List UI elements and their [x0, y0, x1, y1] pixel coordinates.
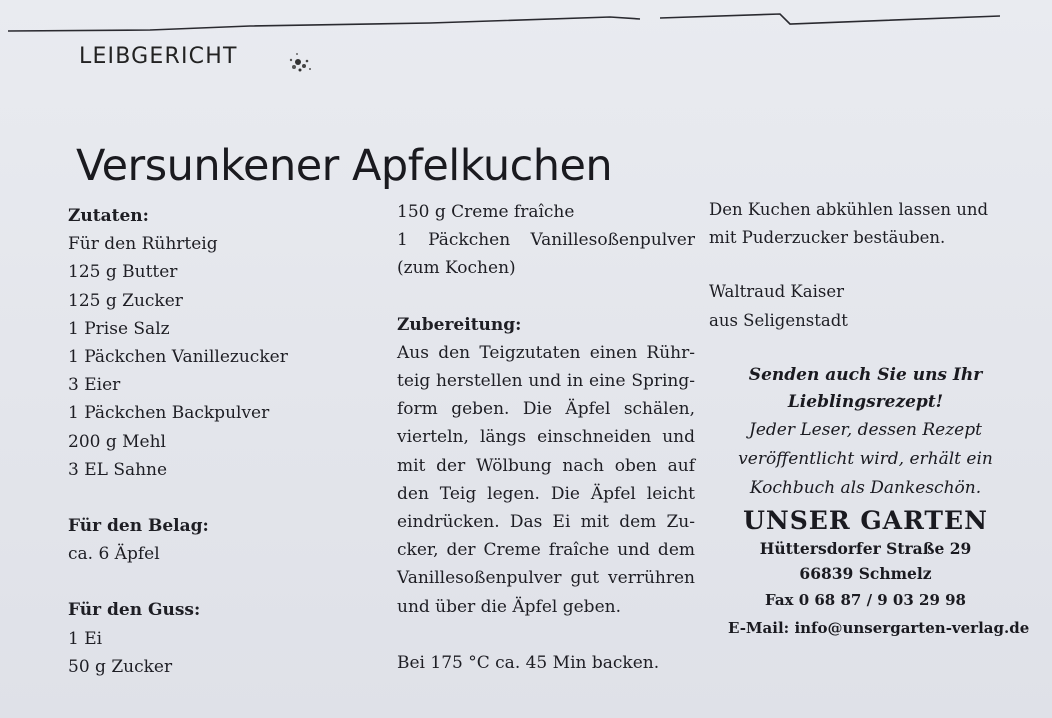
ingredient-item: 200 g Mehl	[68, 431, 166, 452]
section-kicker: LEIBGERICHT	[79, 44, 238, 69]
finish-line: Den Kuchen abkühlen lassen und	[709, 200, 989, 219]
ingredients-heading: Zutaten:	[68, 206, 149, 226]
preparation-heading: Zubereitung:	[397, 314, 522, 335]
dough-heading: Für den Rührteig	[68, 234, 218, 255]
ingredient-item: 1 Prise Salz	[68, 318, 170, 339]
ingredient-item: 50 g Zucker	[68, 656, 173, 677]
publisher-street: Hüttersdorfer Straße 29	[759, 539, 972, 558]
preparation-line: mit der Wölbung nach oben auf	[397, 455, 695, 476]
publisher-promo	[728, 362, 1030, 642]
cut-edge-line	[0, 0, 1052, 40]
author-place: aus Seligenstadt	[709, 310, 848, 330]
glaze-heading: Für den Guss:	[68, 600, 201, 621]
recipe-title: Versunkener Apfelkuchen	[76, 140, 613, 191]
preparation-line: Vanillesoßenpulver gut verrühren	[397, 568, 695, 589]
email-label: E-Mail:	[728, 619, 790, 637]
topping-heading: Für den Belag:	[68, 516, 209, 537]
preparation-line: teig herstellen und in eine Spring-	[397, 371, 695, 392]
publisher-email-row	[728, 614, 1030, 642]
promo-text: Kochbuch als Dankeschön.	[749, 478, 982, 498]
ingredient-item: 1 Päckchen Backpulver	[68, 403, 270, 424]
ingredient-item: 150 g Creme fraîche	[397, 202, 575, 222]
publisher-fax: Fax 0 68 87 / 9 03 29 98	[765, 591, 966, 609]
preparation-line: eindrücken. Das Ei mit dem Zu-	[397, 512, 695, 533]
publisher-city: 66839 Schmelz	[799, 564, 932, 583]
promo-call-to-action: Senden auch Sie uns Ihr	[748, 365, 983, 385]
preparation-line: vierteln, längs einschneiden und	[397, 427, 695, 448]
ingredient-item: 1 Päckchen Vanillesoßenpulver	[397, 230, 695, 251]
preparation-line: form geben. Die Äpfel schälen,	[397, 399, 695, 420]
ingredient-item: 1 Päckchen Vanillezucker	[68, 347, 288, 368]
ingredient-item: ca. 6 Äpfel	[68, 544, 160, 565]
preparation-line: und über die Äpfel geben.	[397, 596, 621, 617]
preparation-column	[397, 198, 702, 677]
publisher-brand: UNSER GARTEN	[743, 506, 988, 535]
publisher-email: info@unsergarten-verlag.de	[794, 619, 1030, 637]
author-name: Waltraud Kaiser	[709, 282, 844, 302]
preparation-line: cker, der Creme fraîche und dem	[397, 540, 695, 561]
ingredient-item: 3 EL Sahne	[68, 459, 168, 480]
promo-text: veröffentlicht wird, erhält ein	[738, 449, 993, 469]
baking-instruction: Bei 175 °C ca. 45 Min backen.	[397, 652, 660, 673]
ingredient-item: (zum Kochen)	[397, 258, 516, 279]
preparation-line: den Teig legen. Die Äpfel leicht	[397, 483, 695, 504]
finish-line: mit Puderzucker bestäuben.	[709, 228, 946, 248]
finish-column	[709, 196, 1009, 335]
ingredients-column	[68, 202, 368, 681]
ink-smudge	[280, 40, 320, 85]
ingredient-item: 125 g Zucker	[68, 290, 183, 311]
ingredient-item: 1 Ei	[68, 628, 103, 649]
ingredient-item: 3 Eier	[68, 375, 121, 396]
preparation-line: Aus den Teigzutaten einen Rühr-	[397, 342, 695, 363]
promo-call-to-action: Lieblingsrezept!	[787, 392, 944, 412]
ingredient-item: 125 g Butter	[68, 262, 178, 283]
promo-text: Jeder Leser, dessen Rezept	[749, 420, 982, 440]
